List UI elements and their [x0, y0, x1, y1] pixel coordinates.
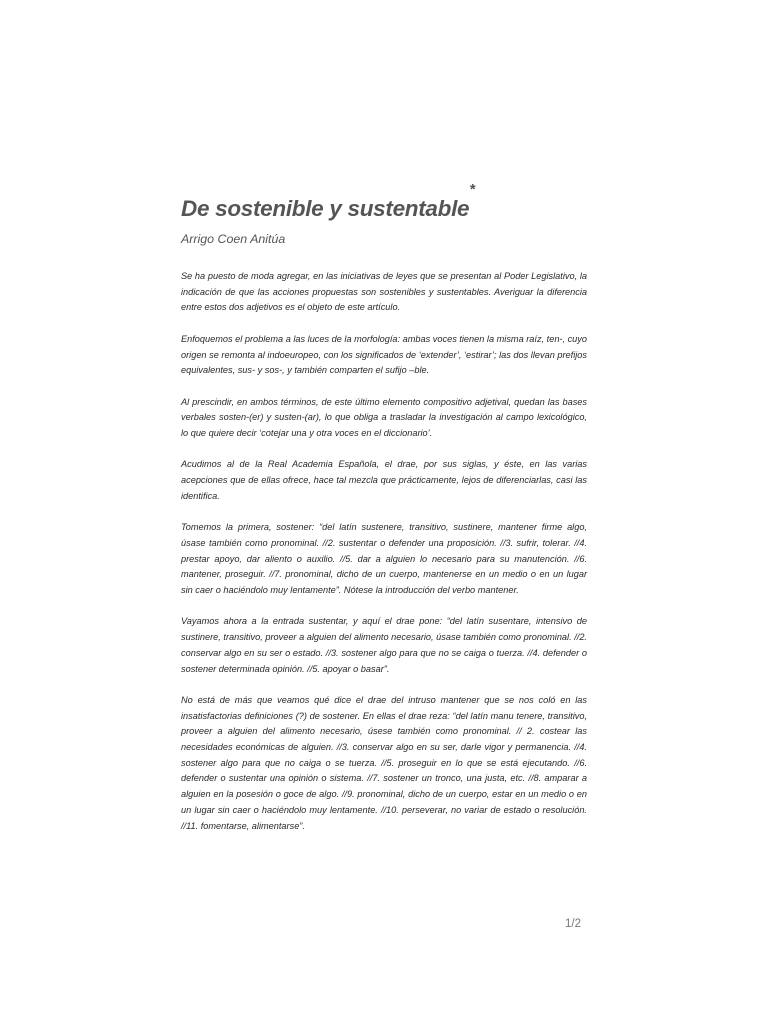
paragraph: Al prescindir, en ambos términos, de este último elemento compositivo adjetival, quedan las bases verbales sosten-(er) y susten-(ar), lo que obliga a trasladar la investigación al campo lexicológico, lo que quiere decir ‘cotejar una y otra voces en el diccionario’. — [181, 396, 587, 438]
paragraph: Enfoquemos el problema a las luces de la morfología: ambas voces tienen la misma raíz, ten-, cuyo origen se remonta al indoeuropeo, con los significados de ‘extender’, ‘estirar’; las dos llevan prefijos equivalentes, sus- y sos-, y también comparten el sufijo –ble. — [181, 333, 587, 376]
paragraph: Tomemos la primera, sostener: “del latín sustenere, transitivo, sustinere, mantener firme algo, úsase también como pronominal. //2. sustentar o defender una proposición. //3. sufrir, tolerar. //4. prestar apoyo, dar aliento o auxilio. //5. dar a alguien lo necesario para su manutención. //6. mantener, proseguir. //7. pronominal, dicho de un cuerpo, mantenerse en un medio o en un lugar sin caer o haciéndolo muy lentamente”. Nótese la introducción del verbo mantener. — [181, 522, 587, 595]
paragraph: Vayamos ahora a la entrada sustentar, y aquí el drae pone: “del latín susentare, intensivo de sustinere, transitivo, proveer a alguien del alimento necesario, úsase también como pronominal. //2. conservar algo en su ser o estado. //3. sostener algo para que no se caiga o tuerza. //4. defender o sostener determinada opinión. //5. apoyar o basar”. — [181, 616, 587, 674]
article-body — [181, 181, 587, 850]
paragraph: Acudimos al de la Real Academia Española, el drae, por sus siglas, y éste, en las varias acepciones que de ellas ofrece, hace tal mezcla que prácticamente, lejos de diferenciarlas, casi las identifica. — [181, 459, 587, 501]
footnote-mark: * — [469, 181, 475, 198]
paragraph: No está de más que veamos qué dice el drae del intruso mantener que se nos coló en las insatisfactorias definiciones (?) de sostener. En ellas el drae reza: “del latín manu tenere, transitivo, proveer a alguien del alimento necesario, úsese también como pronominal. // 2. costear las necesidades económicas de alguien. //3. conservar algo en su ser, darle vigor y permanencia. //4. sostener algo para que no caiga o se tuerza. //5. proseguir en lo que se está ejecutando. //6. defender o sustentar una opinión o sistema. //7. sostener un tronco, una justa, etc. //8. amparar a alguien en la posesión o goce de algo. //9. pronominal, dicho de un cuerpo, estar en un medio o en un lugar sin caer o haciéndolo muy lentamente. //10. perseverar, no variar de estado o resolución. //11. fomentarse, alimentarse”. — [181, 694, 587, 831]
article-author: Arrigo Coen Anitúa — [181, 232, 286, 246]
article-title — [181, 181, 587, 225]
paragraph: Se ha puesto de moda agregar, en las iniciativas de leyes que se presentan al Poder Legislativo, la indicación de que las acciones propuestas son sostenibles y sustentables. Averiguar la diferencia entre estos dos adjetivos es el objeto de este artículo. — [181, 271, 587, 313]
page-number: 1/2 — [565, 918, 581, 930]
article-title-text: De sostenible y sustentable — [181, 196, 470, 221]
